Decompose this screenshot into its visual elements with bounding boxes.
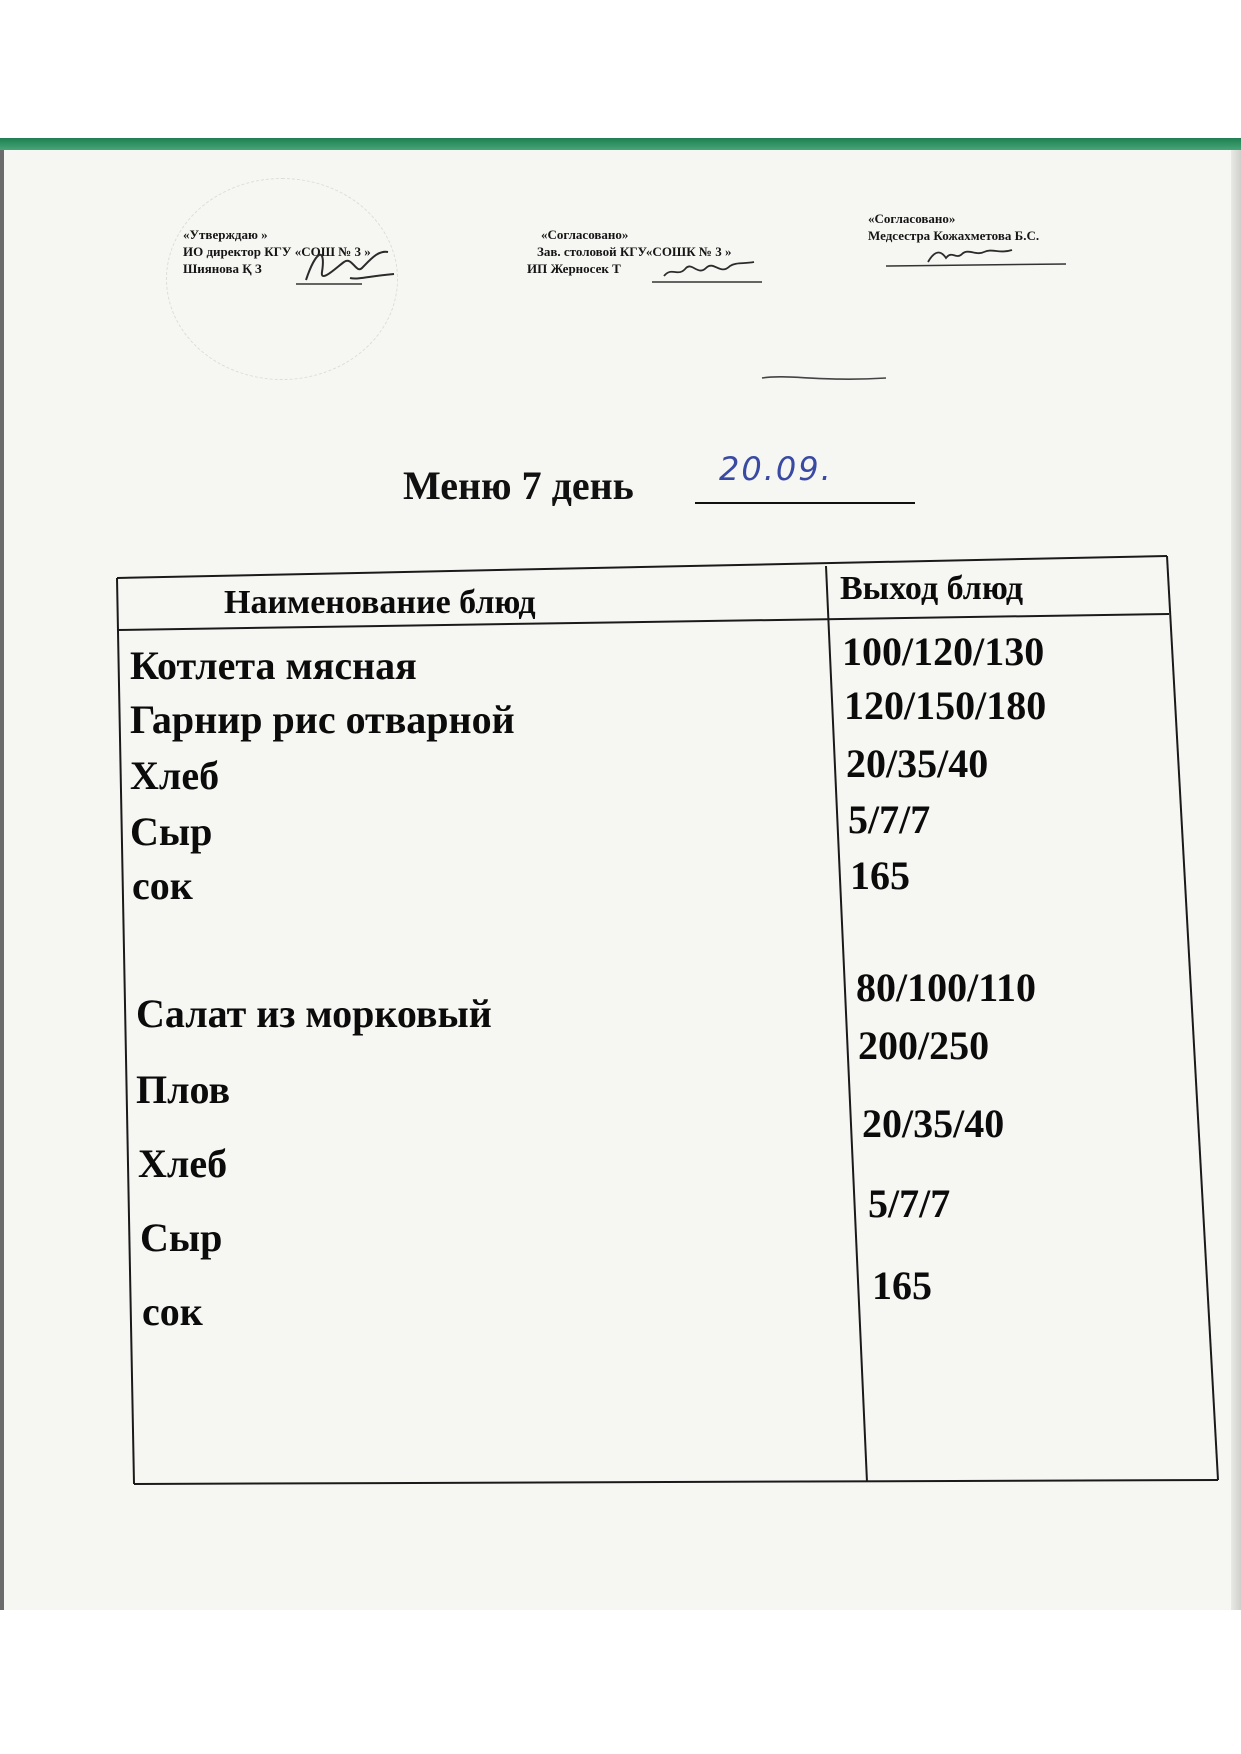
dish-yield: 165 [872,1263,932,1308]
approval-line: «Согласовано» [541,227,629,242]
sheet-left-edge [0,150,4,1610]
dish-name: сок [142,1289,203,1334]
folder-edge [0,138,1241,150]
dish-yield: 5/7/7 [848,797,931,842]
nurse-signature [880,240,1070,270]
approval-line: Шиянова Қ З [183,261,262,276]
approval-line: «Утверждаю » [183,227,268,242]
header-dish-name: Наименование блюд [224,584,536,621]
handwritten-date: 20.09. [719,450,833,488]
dish-yield: 165 [850,853,910,898]
dish-yield: 5/7/7 [868,1181,951,1226]
canteen-signature [650,254,770,288]
dish-name: Котлета мясная [130,643,417,688]
page-title: Меню 7 день [403,463,634,508]
header-yield: Выход блюд [840,570,1024,607]
dish-yield: 100/120/130 [842,629,1045,674]
dish-name: Гарнир рис отварной [130,697,515,742]
approval-line: Зав. столовой КГУ«СОШК № 3 » [537,244,732,259]
stray-mark [760,372,890,384]
approval-line: «Согласовано» [868,211,956,226]
page-title-row [403,462,634,509]
director-signature [292,240,402,300]
dish-name: Хлеб [130,753,220,798]
dish-yield: 200/250 [858,1023,990,1068]
dish-name: Сыр [130,809,213,854]
sheet-right-edge [1231,150,1241,1610]
scan-bottom-margin [0,1610,1241,1754]
dish-name: Салат из морковый [136,991,492,1036]
dish-name: Сыр [140,1215,223,1260]
dish-yield: 20/35/40 [846,741,989,786]
approval-line: ИО директор КГУ «СОШ № 3 » [183,244,371,259]
approval-line: Медсестра Кожахметова Б.С. [868,228,1040,243]
date-field [695,450,915,504]
dish-yield: 120/150/180 [844,683,1047,728]
approval-nurse [868,210,1039,244]
dish-yield: 20/35/40 [862,1101,1005,1146]
dish-name: Плов [136,1067,231,1112]
dish-yield: 80/100/110 [856,965,1037,1010]
approval-line: ИП Жерносек Т [527,261,621,276]
dish-name: сок [132,863,193,908]
dish-name: Хлеб [138,1141,228,1186]
